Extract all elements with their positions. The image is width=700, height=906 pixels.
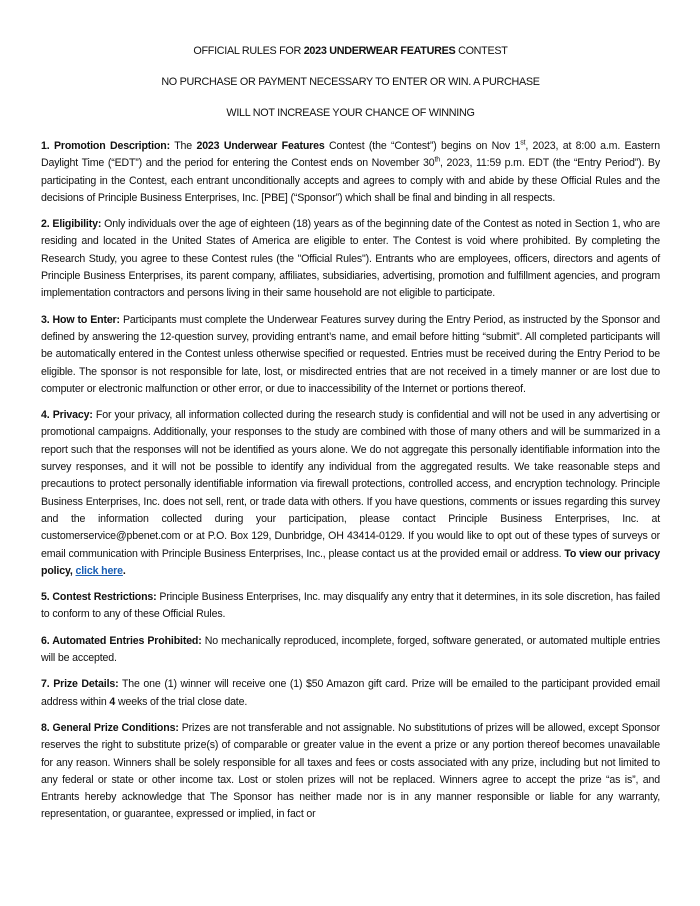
section-title: 7. Prize Details: (41, 678, 119, 691)
section-promotion-description: 1. Promotion Description: The 2023 Underwear Features Contest (the “Contest”) begins on Nov 1st, 2023, at 8:00 a.m. Eastern Daylight Time (“EDT”) and the period for entering the Contest ends on November 30th, 2023, 11:59 p.m. EDT (the “Entry Period”). By participating in the Contest, each entrant unconditionally accepts and agrees to comply with and abide by these Official Rules and the decisions of Principle Business Enterprises, Inc. [PBE] (“Sponsor”) which shall be final and binding in all respects. (41, 139, 660, 204)
section-prize-details: 7. Prize Details: The one (1) winner will receive one (1) $50 Amazon gift card. Prize will be emailed to the participant provided email address within 4 weeks of the trial close date. (41, 678, 660, 708)
section-title: 1. Promotion Description: (41, 140, 170, 152)
section-how-to-enter: 3. How to Enter: Participants must complete the Underwear Features survey during the Entry Period, as instructed by the Sponsor and defined by answering the 12-question survey, providing entrant’s name, and email before hitting “submit”. All completed participants will be automatically entered in the Contest unless otherwise specified or requested. Entries must be received during the Entry Period to be eligible. The sponsor is not responsible for late, lost, or misdirected entries that are not received in a timely manner or are lost due to computer or electronic malfunction or other error, or due to inaccessibility of the Internet or portions thereof. (41, 313, 661, 395)
section-title: 5. Contest Restrictions: (41, 591, 157, 604)
section-automated-entries: 6. Automated Entries Prohibited: No mechanically reproduced, incomplete, forged, software generated, or automated multiple entries will be accepted. (41, 634, 660, 665)
section-contest-restrictions: 5. Contest Restrictions: Principle Business Enterprises, Inc. may disqualify any entry that it determines, in its sole discretion, has failed to conform to any of these Official Rules. (41, 591, 660, 621)
section-title: 6. Automated Entries Prohibited: (41, 634, 202, 647)
section-privacy: 4. Privacy: For your privacy, all information collected during the research study is confidential and will not be used in any advertising or promotional campaigns. Additionally, your responses to the study are combined with those of many others and will be summarized in a report such that the responses will not be identified as yours alone. We do not aggregate this personally identifiable information into the survey responses, and it will not be possible to identify any individual from the aggregated results. We take reasonable steps and precautions to protect personally identifiable information via firewall protections, controlled access, and encryption technology. Principle Business Enterprises, Inc. does not sell, rent, or trade data with others. If you have questions, comments or issues regarding this survey and the information collected during your participation, please contact Principle Business Enterprises, Inc. at customerservice@pbenet.com or at P.O. Box 129, Dunbridge, OH 43414-0129. If you would like to opt out of these types of surveys or email communication with Principle Business Enterprises, Inc., please contact us at the provided email or address. To view our privacy policy, click here. (41, 409, 660, 577)
section-title: 2. Eligibility: (41, 218, 102, 231)
document-title: OFFICIAL RULES FOR 2023 UNDERWEAR FEATURES CONTEST (193, 45, 508, 57)
section-title: 8. General Prize Conditions: (41, 721, 179, 734)
privacy-policy-link[interactable]: click here (75, 564, 123, 577)
official-rules-document (41, 44, 660, 833)
section-title: 4. Privacy: (41, 409, 93, 422)
section-general-prize-conditions: 8. General Prize Conditions: Prizes are not transferable and not assignable. No substitutions of prizes will be allowed, except Sponsor reserves the right to substitute prize(s) of comparable or greater value in the event a prize or any portion thereof becomes unavailable for any reason. Winners shall be solely responsible for all taxes and fees or costs associated with any prize, including but not limited to any federal or state or other income tax. Lost or stolen prizes will not be replaced. Winners agree to accept the prize “as is”, and Entrants hereby acknowledge that The Sponsor has neither made nor is in any manner responsible or liable for any warranty, representation, or guarantee, expressed or implied, in fact or (41, 721, 661, 821)
section-eligibility: 2. Eligibility: Only individuals over the age of eighteen (18) years as of the beginning date of the Contest as noted in Section 1, who are residing and located in the United States of America are eligible to enter. The Contest is void where prohibited. By completing the Research Study, you agree to these Contest rules (the "Official Rules"). Entrants who are employees, officers, directors and agents of Principle Business Enterprises, its parent company, affiliates, subsidiaries, advertising, promotion and fulfillment agencies, and program implementation contractors and persons living in their same household are not eligible to participate. (41, 218, 660, 300)
no-purchase-notice-line2: WILL NOT INCREASE YOUR CHANCE OF WINNING (226, 107, 475, 119)
no-purchase-notice-line1: NO PURCHASE OR PAYMENT NECESSARY TO ENTER OR WIN. A PURCHASE (161, 76, 540, 88)
section-title: 3. How to Enter: (41, 313, 120, 326)
